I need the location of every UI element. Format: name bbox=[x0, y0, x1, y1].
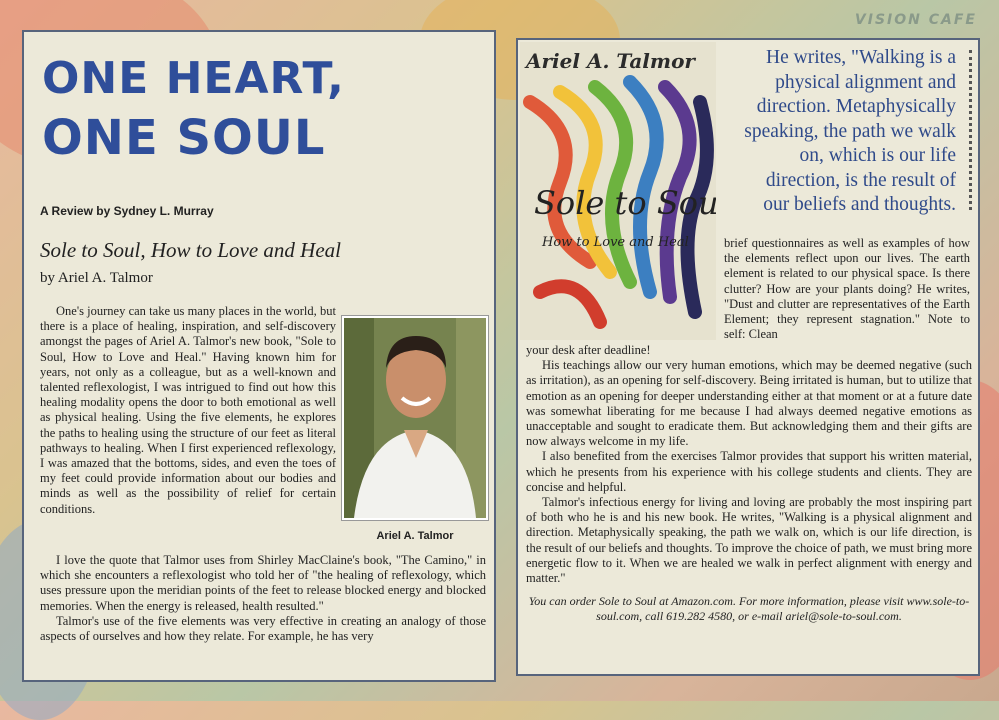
title-line-1: ONE HEART, bbox=[42, 53, 345, 104]
left-article-panel bbox=[22, 30, 496, 682]
paragraph: His teachings allow our very human emotions, which may be deemed negative (such as irritation), as an opening for self-discovery. Being irritated is human, but to utilize that emotion as an opening for deeper understanding either at that moment or at a future date was somewhat liberating for me because I had always deemed negative emotions as unacceptable and sought to eradicate them. But acknowledging them and their gifts are now always welcome in my life. bbox=[526, 358, 972, 449]
pull-quote: He writes, "Walking is a physical alignment and direction. Metaphysically speaking, the path we walk on, which is our life direction, is the result of our beliefs and thoughts. bbox=[744, 47, 956, 215]
article-title bbox=[42, 50, 345, 170]
cover-subtitle: How to Love and Heal bbox=[542, 235, 689, 250]
author-photo bbox=[342, 316, 488, 520]
section-header: VISION CAFE bbox=[854, 12, 977, 28]
title-line-2: ONE SOUL bbox=[42, 110, 326, 166]
paragraph: brief questionnaires as well as examples of how the elements reflect upon our lives. The earth element is related to our physical space. Is there clutter? How are your plants doing? He writes, "Dust and clutter are representatives of the Earth Element; they represent stagnation." Note to self: Clean bbox=[724, 236, 970, 342]
paragraph: Talmor's infectious energy for living and loving are probably the most inspiring part of both who he is and his new book. He writes, "Walking is a physical alignment and direction. Metaphysically speaking, the path we walk on, which is our life direction, is the result of our beliefs and thoughts. To improve the choice of path, we must bring more energetic flow to it. When we are healed we walk in perfect alignment with energy and matter." bbox=[526, 495, 973, 586]
photo-caption: Ariel A. Talmor bbox=[376, 530, 454, 542]
cover-title: Sole to Soul bbox=[534, 184, 716, 222]
paragraph: Talmor's use of the five elements was very effective in creating an analogy of those aspects of ourselves and how they relate. For example, he has very bbox=[40, 613, 486, 644]
paragraph: I love the quote that Talmor uses from Shirley MacClaine's book, "The Camino," in which she encounters a reflexologist who told her of "the healing of reflexology, which uses pressure upon the meridian points of the feet to release blocked energy and blocked memories. When the energy is released, health resulted." bbox=[40, 553, 486, 613]
dotted-rule bbox=[969, 50, 972, 210]
right-wide-text bbox=[526, 343, 972, 624]
book-cover bbox=[520, 42, 716, 340]
paragraph: I also benefited from the exercises Talmor provides that support his written material, which he presents from his experience with his college students and clients. They are concise and helpful. bbox=[526, 449, 972, 494]
byline: A Review by Sydney L. Murray bbox=[40, 204, 214, 218]
paragraph: One's journey can take us many places in the world, but there is a place of healing, inspiration, and self-discovery amongst the pages of Ariel A. Talmor's new book, "Sole to Soul, How to Love and Heal." Having known him for years, not only as a colleague, but as a well-known and talented reflexologist, I was intrigued to find out how this healing modality opens the door to both emotional as well as physical healing. Using the five elements, he explores the paths to healing using the structure of our feet as literal pathways to healing. When I first experienced reflexology, I was amazed that the bottoms, sides, and even the toes of my feet could provide information about our bodies and minds as well as the possibility of relief for certain conditions. bbox=[40, 304, 336, 516]
right-article-panel bbox=[516, 38, 980, 676]
cover-author: Ariel A. Talmor bbox=[526, 49, 695, 73]
right-top-text bbox=[724, 236, 970, 342]
left-wide-text bbox=[40, 553, 486, 644]
book-author: by Ariel A. Talmor bbox=[40, 270, 153, 286]
book-title: Sole to Soul, How to Love and Heal bbox=[40, 238, 341, 262]
closing-note: You can order Sole to Soul at Amazon.com. For more information, please visit www.sole-to-soul.com, call 619.282 4580, or e-mail ariel@sole-to-soul.com. bbox=[528, 594, 970, 624]
left-column-text bbox=[40, 304, 336, 517]
paragraph: your desk after deadline! bbox=[526, 343, 651, 357]
